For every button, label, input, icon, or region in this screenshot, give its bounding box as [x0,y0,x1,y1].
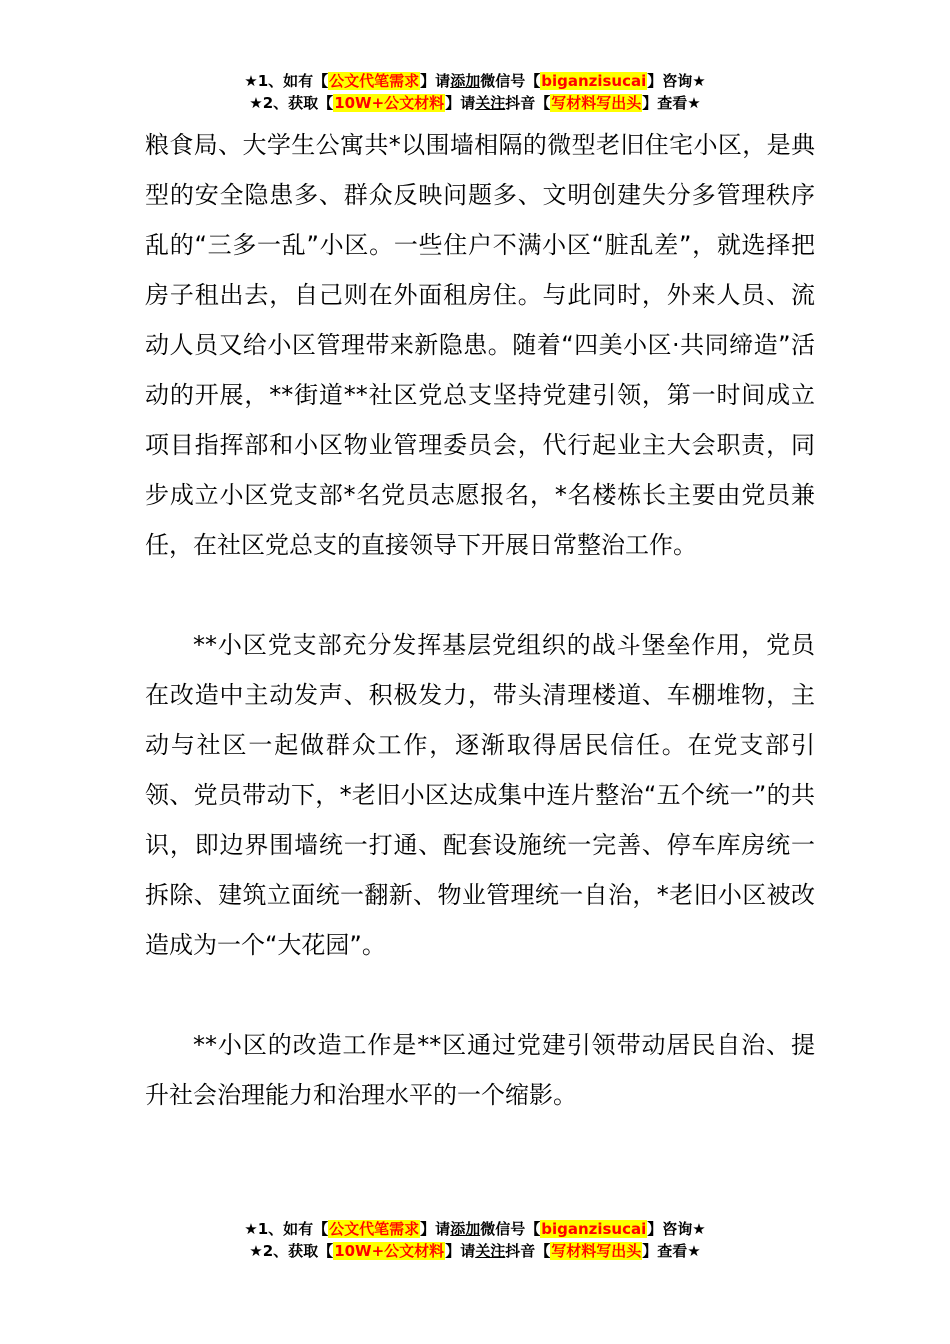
banner-line-2 [0,92,950,114]
banner-text: 【 [313,72,329,90]
highlight-douyin-id: 写材料写出头 [551,1242,642,1260]
banner-text: 】咨询★ [647,72,706,90]
banner-line-1 [0,1218,950,1240]
banner-text: 】请 [445,94,476,112]
underlined-text: 添加 [450,1220,481,1238]
banner-text: 抖音【 [505,94,551,112]
paragraph-spacer [145,570,815,620]
underlined-text: 添加 [450,72,481,90]
paragraph-2: **小区党支部充分发挥基层党组织的战斗堡垒作用，党员在改造中主动发声、积极发力，带头清理楼道、车棚堆物，主动与社区一起做群众工作，逐渐取得居民信任。在党支部引领、党员带动下，*老旧小区达成集中连片整治“五个统一”的共识，即边界围墙统一打通、配套设施统一完善、停车库房统一拆除、建筑立面统一翻新、物业管理统一自治，*老旧小区被改造成为一个“大花园”。 [145,631,815,959]
banner-line-2 [0,1240,950,1262]
banner-text: 】查看★ [642,94,701,112]
highlight-materials: 10W+公文材料 [334,94,445,112]
banner-text: ★1、如有 [244,1220,314,1238]
banner-text: 】咨询★ [647,1220,706,1238]
banner-text: 微信号【 [480,72,541,90]
paragraph-spacer [145,970,815,1020]
highlight-douyin-id: 写材料写出头 [551,94,642,112]
banner-text: 抖音【 [505,1242,551,1260]
underlined-text: 关注 [475,1242,506,1260]
banner-text: ★2、获取【 [249,1242,334,1260]
document-body [145,120,815,1120]
banner-line-1 [0,70,950,92]
banner-text: 】查看★ [642,1242,701,1260]
underlined-text: 关注 [475,94,506,112]
highlight-wechat-id: biganzisucai [541,72,647,90]
banner-text: ★2、获取【 [249,94,334,112]
banner-text: 微信号【 [480,1220,541,1238]
banner-text: 】请 [420,1220,451,1238]
highlight-materials: 10W+公文材料 [334,1242,445,1260]
highlight-service: 公文代笔需求 [329,72,420,90]
banner-text: 】请 [445,1242,476,1260]
banner-text: 【 [313,1220,329,1238]
paragraph-3: **小区的改造工作是**区通过党建引领带动居民自治、提升社会治理能力和治理水平的一个缩影。 [145,1031,815,1109]
banner-text: ★1、如有 [244,72,314,90]
banner-text: 】请 [420,72,451,90]
header-banner [0,70,950,114]
footer-banner [0,1218,950,1262]
paragraph-1: 粮食局、大学生公寓共*以围墙相隔的微型老旧住宅小区，是典型的安全隐患多、群众反映问题多、文明创建失分多管理秩序乱的“三多一乱”小区。一些住户不满小区“脏乱差”，就选择把房子租出去，自己则在外面租房住。与此同时，外来人员、流动人员又给小区管理带来新隐患。随着“四美小区·共同缔造”活动的开展，**街道**社区党总支坚持党建引领，第一时间成立项目指挥部和小区物业管理委员会，代行起业主大会职责，同步成立小区党支部*名党员志愿报名，*名楼栋长主要由党员兼任，在社区党总支的直接领导下开展日常整治工作。 [145,131,815,559]
highlight-wechat-id: biganzisucai [541,1220,647,1238]
highlight-service: 公文代笔需求 [329,1220,420,1238]
